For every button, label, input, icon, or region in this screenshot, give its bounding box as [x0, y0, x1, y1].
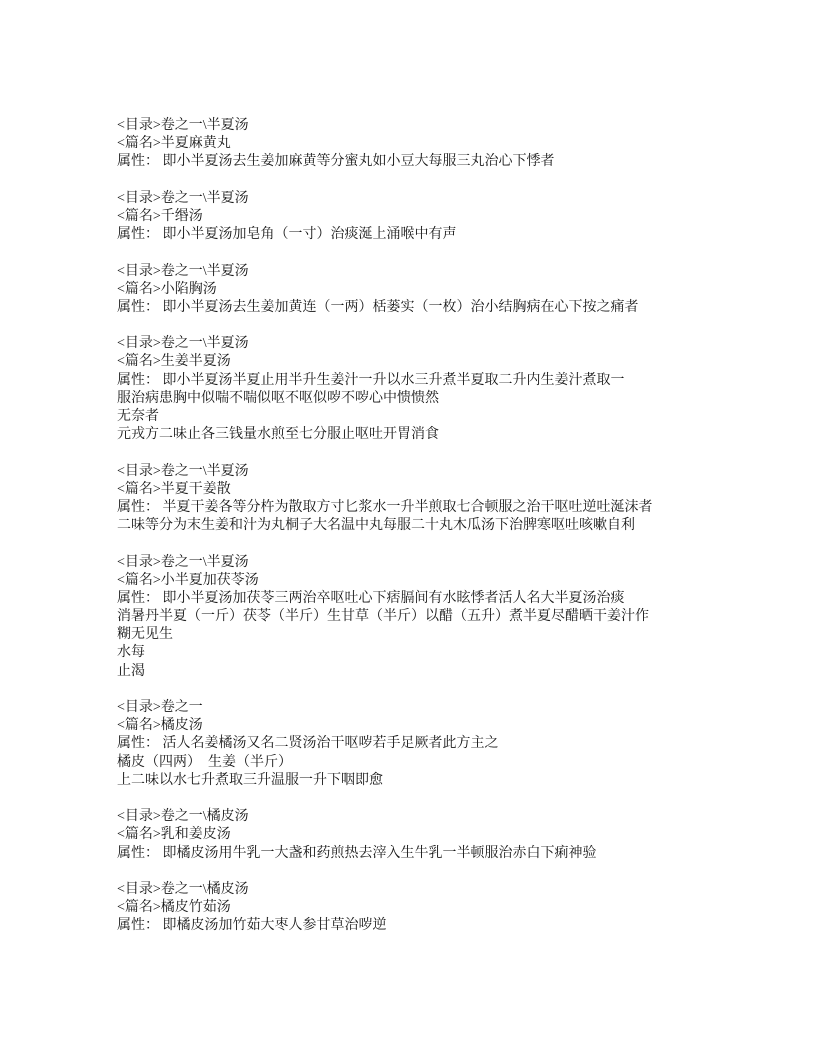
entry-body-line: 属性： 即小半夏汤加茯苓三两治卒呕吐心下痞膈间有水眩悸者活人名大半夏汤治痰 — [117, 590, 625, 606]
entry-body-line: 属性： 即橘皮汤加竹茹大枣人参甘草治哕逆 — [117, 918, 387, 934]
entry-catalog-line: <目录>卷之一\半夏汤 — [117, 554, 249, 570]
entry-catalog-line: <目录>卷之一\橘皮汤 — [117, 881, 249, 897]
entry-title-line: <篇名>橘皮汤 — [117, 718, 203, 734]
entry-block — [117, 808, 776, 863]
entry-title-line: <篇名>半夏干姜散 — [117, 481, 231, 497]
entry-body-line: 元戎方二味止各三钱量水煎至七分服止呕吐开胃消食 — [117, 427, 439, 443]
entry-catalog-line: <目录>卷之一\半夏汤 — [117, 336, 249, 352]
entry-body-line: 消暑丹半夏（一斤）茯苓（半斤）生甘草（半斤）以醋（五升）煮半夏尽醋晒干姜汁作 — [117, 609, 649, 625]
entry-body-line: 上二味以水七升煮取三升温服一升下咽即愈 — [117, 772, 383, 788]
entry-block — [117, 554, 776, 681]
entry-title-line: <篇名>千缗汤 — [117, 208, 203, 224]
entry-title-line: <篇名>乳和姜皮汤 — [117, 827, 231, 843]
entry-body-line: 水每 — [117, 645, 145, 661]
entry-body-line: 糊无见生 — [117, 627, 173, 643]
entry-body-line: 属性： 即橘皮汤用牛乳一大盏和药煎热去滓入生牛乳一半顿服治赤白下痢神验 — [117, 845, 597, 861]
entry-body-line: 属性： 即小半夏汤去生姜加麻黄等分蜜丸如小豆大每服三丸治心下悸者 — [117, 154, 555, 170]
entry-body-line: 属性： 活人名姜橘汤又名二贤汤治干呕哕若手足厥者此方主之 — [117, 736, 499, 752]
entry-catalog-line: <目录>卷之一\半夏汤 — [117, 190, 249, 206]
entry-block — [117, 335, 776, 444]
entry-body-line: 止渴 — [117, 663, 145, 679]
entry-body-line: 属性： 半夏干姜各等分杵为散取方寸匕浆水一升半煎取七合顿服之治干呕吐逆吐涎沫者 — [117, 499, 653, 515]
entry-catalog-line: <目录>卷之一\半夏汤 — [117, 463, 249, 479]
entry-body-line: 无奈者 — [117, 409, 159, 424]
document-content — [117, 117, 776, 954]
entry-title-line: <篇名>小半夏加茯苓汤 — [117, 572, 259, 588]
entry-body-line: 属性： 即小半夏汤去生姜加黄连（一两）栝蒌实（一枚）治小结胸病在心下按之痛者 — [117, 299, 639, 315]
entry-block — [117, 463, 776, 536]
entry-body-line: 属性： 即小半夏汤加皂角（一寸）治痰涎上涌喉中有声 — [117, 227, 457, 243]
entry-block — [117, 881, 776, 936]
entry-block — [117, 699, 776, 790]
entry-body-line: 橘皮（四两） 生姜（半斤） — [117, 754, 292, 770]
entry-title-line: <篇名>小陷胸汤 — [117, 281, 217, 297]
entry-title-line: <篇名>半夏麻黄丸 — [117, 136, 231, 152]
entry-catalog-line: <目录>卷之一\半夏汤 — [117, 263, 249, 279]
entry-block — [117, 190, 776, 245]
entry-body-line: 服治病患胸中似喘不喘似呕不呕似哕不哕心中愦愦然 — [117, 390, 439, 406]
entry-title-line: <篇名>生姜半夏汤 — [117, 354, 231, 370]
entry-title-line: <篇名>橘皮竹茹汤 — [117, 900, 231, 916]
entry-catalog-line: <目录>卷之一\橘皮汤 — [117, 809, 249, 825]
entry-body-line: 属性： 即小半夏汤半夏止用半升生姜汁一升以水三升煮半夏取二升内生姜汁煮取一 — [117, 372, 625, 388]
entry-body-line: 二味等分为末生姜和汁为丸桐子大名温中丸每服二十丸木瓜汤下治脾寒呕吐咳嗽自利 — [117, 518, 635, 534]
entry-catalog-line: <目录>卷之一 — [117, 700, 203, 715]
entry-catalog-line: <目录>卷之一\半夏汤 — [117, 118, 249, 133]
entry-block — [117, 117, 776, 172]
entry-block — [117, 263, 776, 318]
